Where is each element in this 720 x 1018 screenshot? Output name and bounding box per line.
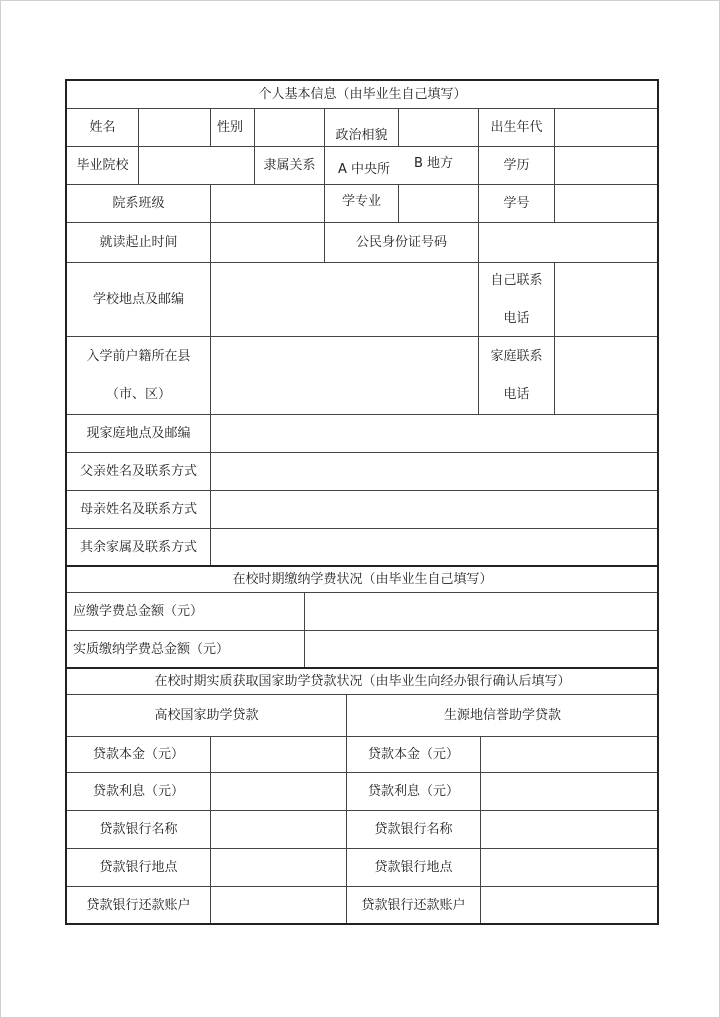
family-phone-field[interactable]	[554, 336, 658, 414]
affiliation-options	[324, 146, 478, 184]
political-status-field[interactable]	[398, 108, 478, 146]
own-phone-label	[478, 262, 554, 336]
own-phone-label-line2: 电话	[503, 310, 530, 326]
graduate-school-field[interactable]	[138, 146, 254, 184]
tuition-due-label: 应缴学费总金额（元）	[66, 592, 304, 630]
father-contact-label: 父亲姓名及联系方式	[66, 452, 210, 490]
hukou-county-field[interactable]	[210, 336, 478, 414]
tuition-paid-label: 实质缴纳学费总金额（元）	[66, 630, 304, 668]
campus-loan-repay-account-label: 贷款银行还款账户	[66, 886, 210, 924]
department-class-label: 院系班级	[66, 184, 210, 222]
campus-loan-principal-field[interactable]	[210, 736, 346, 772]
gender-field[interactable]	[254, 108, 324, 146]
study-period-label: 就读起止时间	[66, 222, 210, 262]
affiliation-option-a[interactable]: A 中央所	[338, 162, 391, 177]
birth-year-label: 出生年代	[478, 108, 554, 146]
graduate-school-label: 毕业院校	[66, 146, 138, 184]
mother-contact-label: 母亲姓名及联系方式	[66, 490, 210, 528]
origin-loan-bank-name-field[interactable]	[480, 810, 658, 848]
section2-title: 在校时期缴纳学费状况（由毕业生自己填写）	[66, 566, 658, 592]
origin-loan-repay-account-label: 贷款银行还款账户	[346, 886, 480, 924]
study-period-field[interactable]	[210, 222, 324, 262]
birth-year-field[interactable]	[554, 108, 658, 146]
origin-loan-bank-address-label: 贷款银行地点	[346, 848, 480, 886]
family-phone-label-line1: 家庭联系	[490, 348, 543, 364]
education-label: 学历	[478, 146, 554, 184]
campus-loan-header: 高校国家助学贷款	[66, 694, 346, 736]
name-field[interactable]	[138, 108, 210, 146]
major-label: 学专业	[324, 184, 398, 222]
name-label: 姓名	[66, 108, 138, 146]
campus-loan-interest-label: 贷款利息（元）	[66, 772, 210, 810]
origin-loan-principal-field[interactable]	[480, 736, 658, 772]
other-family-contact-label: 其余家属及联系方式	[66, 528, 210, 566]
education-field[interactable]	[554, 146, 658, 184]
campus-loan-repay-account-field[interactable]	[210, 886, 346, 924]
school-address-label: 学校地点及邮编	[66, 262, 210, 336]
own-phone-label-line1: 自己联系	[490, 272, 543, 288]
school-address-field[interactable]	[210, 262, 478, 336]
origin-loan-header: 生源地信誉助学贷款	[346, 694, 658, 736]
father-contact-field[interactable]	[210, 452, 658, 490]
student-id-field[interactable]	[554, 184, 658, 222]
campus-loan-bank-name-label: 贷款银行名称	[66, 810, 210, 848]
origin-loan-repay-account-field[interactable]	[480, 886, 658, 924]
origin-loan-bank-address-field[interactable]	[480, 848, 658, 886]
major-field[interactable]	[398, 184, 478, 222]
origin-loan-bank-name-label: 贷款银行名称	[346, 810, 480, 848]
family-phone-label-line2: 电话	[503, 386, 530, 402]
home-address-field[interactable]	[210, 414, 658, 452]
origin-loan-principal-label: 贷款本金（元）	[346, 736, 480, 772]
mother-contact-field[interactable]	[210, 490, 658, 528]
section3-title: 在校时期实质获取国家助学贷款状况（由毕业生向经办银行确认后填写）	[66, 668, 658, 694]
section1-title: 个人基本信息（由毕业生自己填写）	[66, 80, 658, 108]
campus-loan-bank-name-field[interactable]	[210, 810, 346, 848]
political-status-label: 政治相貌	[324, 108, 398, 146]
department-class-field[interactable]	[210, 184, 324, 222]
hukou-county-label	[66, 336, 210, 414]
family-phone-label	[478, 336, 554, 414]
student-id-label: 学号	[478, 184, 554, 222]
own-phone-field[interactable]	[554, 262, 658, 336]
hukou-county-label-line2: （市、区）	[105, 386, 171, 402]
hukou-county-label-line1: 入学前户籍所在县	[86, 348, 191, 364]
id-number-field[interactable]	[478, 222, 658, 262]
campus-loan-principal-label: 贷款本金（元）	[66, 736, 210, 772]
affiliation-label: 隶属关系	[254, 146, 324, 184]
tuition-due-field[interactable]	[304, 592, 658, 630]
campus-loan-bank-address-field[interactable]	[210, 848, 346, 886]
campus-loan-bank-address-label: 贷款银行地点	[66, 848, 210, 886]
id-number-label: 公民身份证号码	[324, 222, 478, 262]
origin-loan-interest-label: 贷款利息（元）	[346, 772, 480, 810]
campus-loan-interest-field[interactable]	[210, 772, 346, 810]
gender-label: 性别	[210, 108, 254, 146]
other-family-contact-field[interactable]	[210, 528, 658, 566]
section-divider	[66, 565, 658, 567]
tuition-paid-field[interactable]	[304, 630, 658, 668]
section-divider	[66, 667, 658, 669]
home-address-label: 现家庭地点及邮编	[66, 414, 210, 452]
origin-loan-interest-field[interactable]	[480, 772, 658, 810]
affiliation-option-b[interactable]: B 地方	[414, 156, 454, 171]
